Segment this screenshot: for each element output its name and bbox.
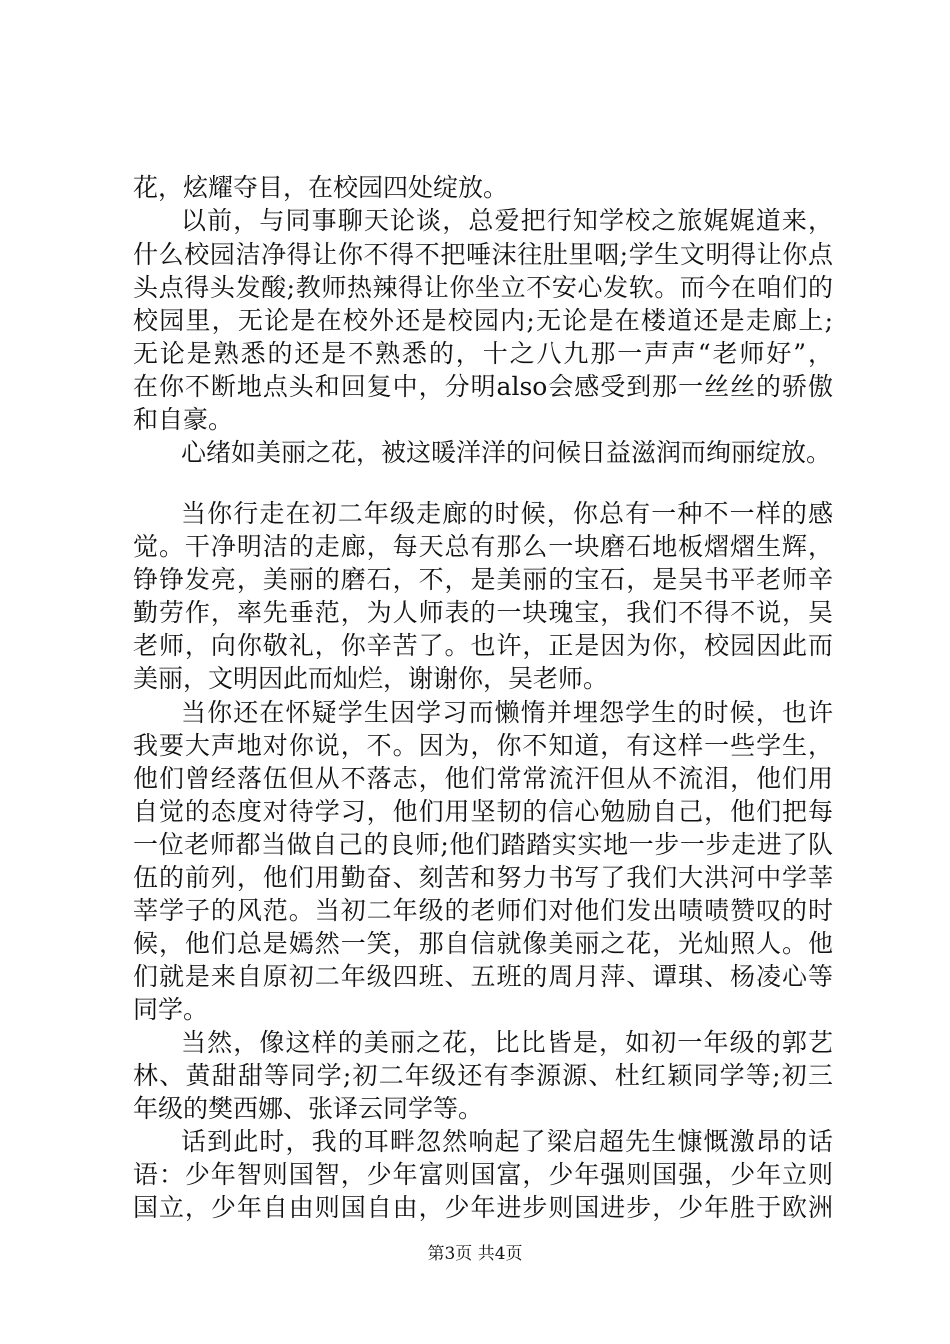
- text-line: 自觉的态度对待学习，他们用坚韧的信心勉励自己，他们把每: [133, 797, 833, 826]
- text-line: 我要大声地对你说，不。因为，你不知道，有这样一些学生，: [133, 731, 833, 760]
- text-line: 候，他们总是嫣然一笑，那自信就像美丽之花，光灿照人。他: [133, 929, 833, 958]
- text-line: 莘学子的风范。当初二年级的老师们对他们发出啧啧赞叹的时: [133, 896, 833, 925]
- text-line: 铮铮发亮，美丽的磨石，不，是美丽的宝石，是吴书平老师辛: [133, 565, 833, 594]
- text-line: 林、黄甜甜等同学;初二年级还有李源源、杜红颖同学等;初三: [133, 1061, 833, 1090]
- text-line: 年级的樊西娜、张译云同学等。: [133, 1094, 484, 1123]
- text-line: 花，炫耀夺目，在校园四处绽放。: [133, 173, 509, 202]
- page-footer: [0, 1243, 950, 1265]
- text-line: 什么校园洁净得让你不得不把唾沫往肚里咽;学生文明得让你点: [133, 240, 833, 269]
- page-number-label: 第3页 共4页: [427, 1244, 523, 1264]
- text-line: 和自豪。: [133, 405, 234, 434]
- text-line: 心绪如美丽之花，被这暖洋洋的问候日益滋润而绚丽绽放。: [181, 438, 832, 467]
- text-line: 校园里，无论是在校外还是校园内;无论是在楼道还是走廊上;: [133, 306, 833, 335]
- text-line: 伍的前列，他们用勤奋、刻苦和努力书写了我们大洪河中学莘: [133, 863, 833, 892]
- text-line: 无论是熟悉的还是不熟悉的，十之八九那一声声“老师好”，: [133, 339, 833, 368]
- text-line: 当你行走在初二年级走廊的时候，你总有一种不一样的感: [181, 499, 833, 528]
- text-line: 一位老师都当做自己的良师;他们踏踏实实地一步一步走进了队: [133, 830, 833, 859]
- text-line: 美丽，文明因此而灿烂，谢谢你，吴老师。: [133, 664, 609, 693]
- text-line: 当然，像这样的美丽之花，比比皆是，如初一年级的郭艺: [181, 1028, 833, 1057]
- text-line: 在你不断地点头和回复中，分明also会感受到那一丝丝的骄傲: [133, 372, 833, 401]
- text-line: 当你还在怀疑学生因学习而懒惰并埋怨学生的时候，也许: [181, 698, 833, 727]
- text-line: 以前，与同事聊天论谈，总爱把行知学校之旅娓娓道来，: [181, 206, 833, 235]
- text-line: 老师，向你敬礼，你辛苦了。也许，正是因为你，校园因此而: [133, 631, 833, 660]
- text-line: 他们曾经落伍但从不落志，他们常常流汗但从不流泪，他们用: [133, 764, 833, 793]
- text-line: 们就是来自原初二年级四班、五班的周月萍、谭琪、杨凌心等: [133, 962, 833, 991]
- text-line: 勤劳作，率先垂范，为人师表的一块瑰宝，我们不得不说，吴: [133, 598, 833, 627]
- text-line: 语：少年智则国智，少年富则国富，少年强则国强，少年立则: [133, 1160, 833, 1189]
- text-line: 头点得头发酸;教师热辣得让你坐立不安心发软。而今在咱们的: [133, 273, 833, 302]
- text-line: 国立，少年自由则国自由，少年进步则国进步，少年胜于欧洲: [133, 1193, 833, 1222]
- text-line: 觉。干净明洁的走廊，每天总有那么一块磨石地板熠熠生辉，: [133, 532, 833, 561]
- text-line: 话到此时，我的耳畔忽然响起了梁启超先生慷慨激昂的话: [181, 1127, 833, 1156]
- text-line: 同学。: [133, 995, 209, 1024]
